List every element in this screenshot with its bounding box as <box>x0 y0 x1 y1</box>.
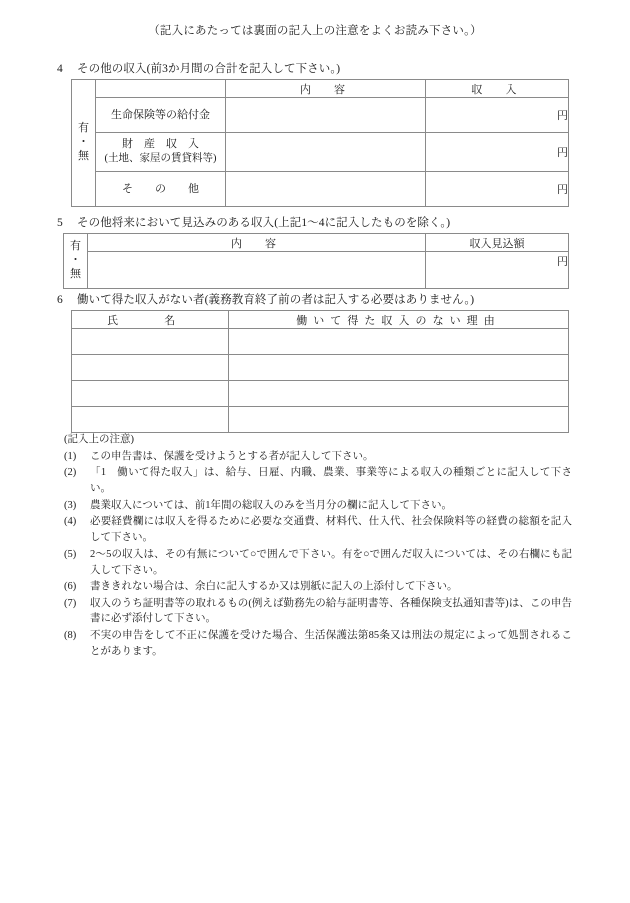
table-row <box>64 252 569 289</box>
row-amount-cell-life-insurance[interactable] <box>426 98 569 133</box>
instruction-item <box>64 449 572 465</box>
table-row <box>72 98 569 133</box>
section-4-table <box>71 79 569 207</box>
presence-no: 無 <box>78 149 89 162</box>
row-amount-cell-property-income[interactable] <box>426 133 569 172</box>
instructions-block <box>64 432 572 660</box>
presence-cell-section4[interactable] <box>72 80 96 207</box>
table-row <box>72 381 569 407</box>
row-label-life-insurance <box>96 98 226 133</box>
section-5-number: 5 <box>57 217 63 229</box>
instruction-item <box>64 465 572 497</box>
presence-cell-section5[interactable] <box>64 234 88 289</box>
row-label-other <box>96 172 226 207</box>
instruction-text: 収入のうち証明書等の取れるもの(例えば勤務先の給与証明書等、各種保険支払通知書等)は、この申告書に必ず添付して下さい。 <box>90 597 572 625</box>
instruction-item <box>64 579 572 595</box>
instruction-marker: (6) <box>64 581 77 593</box>
section-5-title: その他将来において見込みのある収入(上記1〜4に記入したものを除く。) <box>77 217 451 229</box>
instruction-item <box>64 596 572 628</box>
section-4-heading <box>57 60 340 76</box>
row-label-text: 生命保険等の給付金 <box>111 108 210 121</box>
instruction-marker: (7) <box>64 597 77 609</box>
instruction-marker: (2) <box>64 467 77 479</box>
instructions-title: (記入上の注意) <box>64 434 134 445</box>
column-header-content: 内 容 <box>226 80 426 98</box>
currency-unit: 円 <box>557 256 568 268</box>
reason-input-cell[interactable] <box>229 407 569 433</box>
row-sublabel-text: (土地、家屋の賃貸料等) <box>104 153 217 165</box>
top-notice: （記入にあたっては裏面の記入上の注意をよくお読み下さい。） <box>148 25 482 37</box>
instruction-text: 必要経費欄には収入を得るために必要な交通費、材料代、仕入代、社会保険料等の経費の総額を記入して下さい。 <box>90 516 572 544</box>
instruction-marker: (5) <box>64 548 77 560</box>
row-content-input-property-income[interactable] <box>226 133 426 172</box>
table-row <box>72 80 569 98</box>
column-header-expected-income: 収入見込額 <box>426 234 569 252</box>
row-label-property-income <box>96 133 226 172</box>
instruction-text: 農業収入については、前1年間の総収入のみを当月分の欄に記入して下さい。 <box>90 499 453 511</box>
row-label-text: 財 産 収 入 <box>122 138 199 151</box>
table-row <box>72 172 569 207</box>
currency-unit: 円 <box>557 110 568 122</box>
reason-input-cell[interactable] <box>229 381 569 407</box>
row-label-text: そ の 他 <box>122 182 199 195</box>
presence-no: 無 <box>70 267 81 280</box>
column-header-content: 内 容 <box>88 234 426 252</box>
section-5-table <box>63 233 569 289</box>
instruction-text: この申告書は、保護を受けようとする者が記入して下さい。 <box>90 450 374 462</box>
section-6-title: 働いて得た収入がない者(義務教育終了前の者は記入する必要はありません。) <box>77 294 475 306</box>
row-content-input-expected[interactable] <box>88 252 426 289</box>
row-content-input-life-insurance[interactable] <box>226 98 426 133</box>
instruction-marker: (3) <box>64 499 77 511</box>
table-row <box>72 329 569 355</box>
table-row <box>64 234 569 252</box>
instruction-marker: (1) <box>64 450 77 462</box>
table-row <box>72 133 569 172</box>
name-input-cell[interactable] <box>72 329 229 355</box>
instruction-item <box>64 498 572 514</box>
table-row <box>72 407 569 433</box>
row-content-input-other[interactable] <box>226 172 426 207</box>
table-row <box>72 355 569 381</box>
column-header-name: 氏 名 <box>72 311 229 329</box>
section-5-heading <box>57 214 450 230</box>
corner-cell <box>96 80 226 98</box>
section-6-number: 6 <box>57 294 63 306</box>
presence-separator: ・ <box>78 136 89 149</box>
row-amount-cell-expected[interactable] <box>426 252 569 289</box>
column-header-reason: 働いて得た収入のない理由 <box>229 311 569 329</box>
instruction-text: 不実の申告をして不正に保護を受けた場合、生活保護法第85条又は刑法の規定によって処罰されることがあります。 <box>90 629 572 657</box>
section-6-heading <box>57 291 474 307</box>
name-input-cell[interactable] <box>72 355 229 381</box>
presence-yes: 有 <box>70 240 81 253</box>
instruction-marker: (8) <box>64 629 77 641</box>
section-4-title: その他の収入(前3か月間の合計を記入して下さい。) <box>77 63 341 75</box>
reason-input-cell[interactable] <box>229 329 569 355</box>
instruction-item <box>64 547 572 579</box>
name-input-cell[interactable] <box>72 381 229 407</box>
reason-input-cell[interactable] <box>229 355 569 381</box>
column-header-income: 収 入 <box>426 80 569 98</box>
section-4-number: 4 <box>57 63 63 75</box>
name-input-cell[interactable] <box>72 407 229 433</box>
instruction-marker: (4) <box>64 516 77 528</box>
currency-unit: 円 <box>557 147 568 159</box>
presence-separator: ・ <box>70 254 81 267</box>
presence-yes: 有 <box>78 122 89 135</box>
row-amount-cell-other[interactable] <box>426 172 569 207</box>
instruction-text: 2〜5の収入は、その有無について○で囲んで下さい。有を○で囲んだ収入については、その右欄にも記入して下さい。 <box>90 548 572 576</box>
instruction-text: 書ききれない場合は、余白に記入するか又は別紙に記入の上添付して下さい。 <box>90 581 458 593</box>
instruction-item <box>64 628 572 660</box>
instruction-text: 「1 働いて得た収入」は、給与、日雇、内職、農業、事業等による収入の種類ごとに記入して下さい。 <box>90 467 572 495</box>
section-6-table <box>71 310 569 433</box>
table-row <box>72 311 569 329</box>
currency-unit: 円 <box>557 184 568 196</box>
instruction-item <box>64 514 572 546</box>
